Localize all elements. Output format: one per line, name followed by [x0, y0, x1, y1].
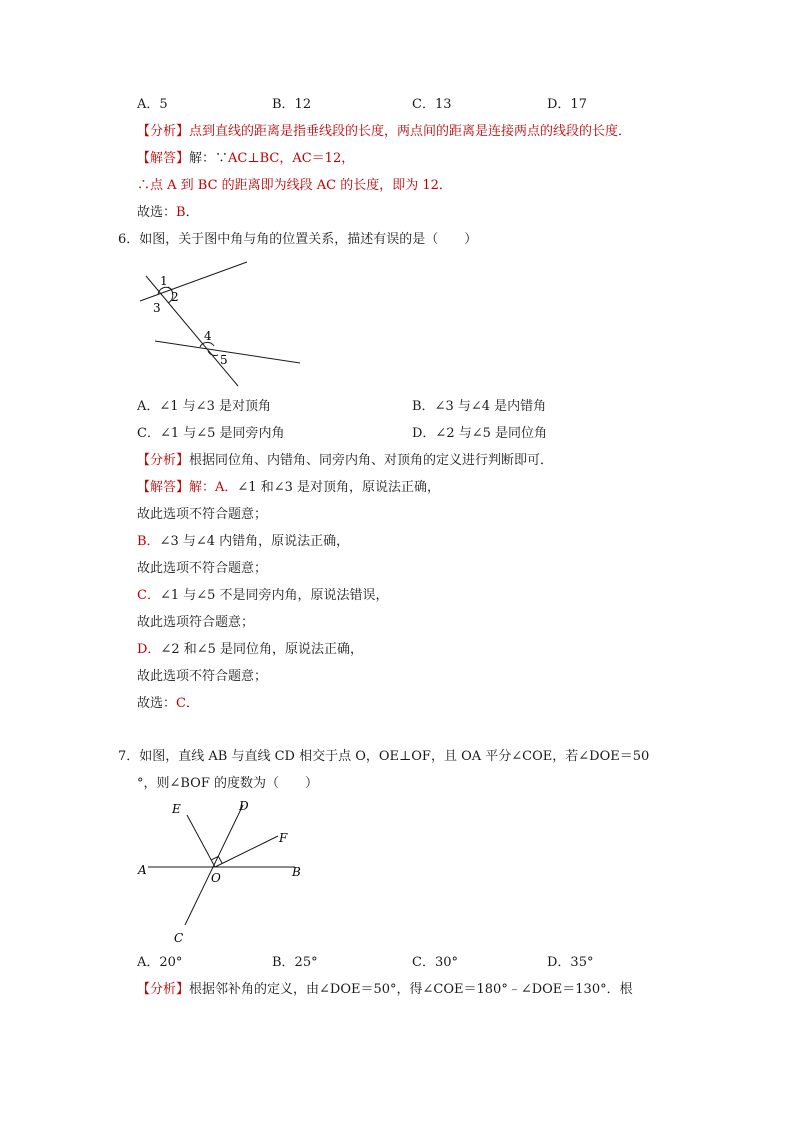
q6-line-top: [140, 262, 247, 301]
q7-figure: [130, 795, 315, 950]
q6-solution-line-3: [137, 533, 349, 551]
q6-solution-text-1: ∠1 和∠3 是对顶角，原说法正确，: [237, 480, 440, 495]
q7-analysis-tag: 【分析】: [137, 982, 190, 997]
q5-solution-tag: 【解答】: [137, 151, 190, 166]
q5-analysis-text: 点到直线的距离是指垂线段的长度，两点间的距离是连接两点的线段的长度．: [189, 124, 632, 139]
q6-label-3: 3: [153, 301, 161, 315]
q6-answer-prefix: 故选：: [137, 696, 177, 711]
q6-solution-line-2: 故此选项不符合题意；: [137, 507, 268, 522]
q5-answer-prefix: 故选：: [137, 205, 177, 220]
q5-analysis: [137, 123, 631, 141]
q7-label-b: B: [292, 865, 301, 879]
q7-label-c: C: [174, 931, 184, 945]
q6-solution-line-1: [137, 479, 440, 497]
q6-solution-tag: 【解答】: [137, 480, 190, 495]
q6-solution-head-7: D．: [137, 642, 161, 657]
q7-stem-line-2: °，则∠BOF 的度数为（ ）: [137, 776, 318, 791]
q5-option-a: A．5: [137, 97, 168, 112]
q6-label-2: 2: [171, 290, 179, 304]
q6-label-1: 1: [160, 274, 168, 288]
q6-answer: [137, 695, 199, 713]
q6-option-a: A．∠1 与∠3 是对顶角: [137, 399, 271, 414]
q7-analysis: [137, 981, 633, 999]
q6-label-4: 4: [204, 329, 212, 343]
q7-label-o: O: [211, 871, 221, 885]
q6-answer-value: C: [176, 696, 186, 711]
q7-label-f: F: [279, 831, 288, 845]
q6-solution-head-5: C．: [137, 588, 160, 603]
q5-solution-text-b: AC⊥BC，AC＝12，: [228, 151, 355, 166]
q5-solution-line-1: [137, 150, 354, 168]
q5-answer-value: B: [176, 205, 186, 220]
q5-option-b: B．12: [272, 97, 312, 112]
q6-analysis: [137, 452, 553, 470]
q6-solution-head-3: B．: [137, 534, 160, 549]
q6-solution-line-5: [137, 587, 389, 605]
q7-label-a: A: [138, 863, 147, 877]
q6-solution-line-6: 故此选项符合题意；: [137, 615, 255, 630]
q7-option-d: D．35°: [547, 955, 594, 970]
q6-solution-text-3: ∠3 与∠4 内错角，原说法正确，: [159, 534, 350, 549]
q6-solution-line-8: 故此选项不符合题意；: [137, 669, 268, 684]
q6-answer-suffix: ．: [185, 696, 199, 711]
q5-option-c: C．13: [412, 97, 452, 112]
q6-transversal: [146, 276, 238, 386]
q7-option-c: C．30°: [412, 955, 458, 970]
q7-ray-oe: [187, 815, 215, 867]
q7-label-e: E: [172, 802, 181, 816]
q6-option-b: B．∠3 与∠4 是内错角: [412, 399, 547, 414]
q7-option-b: B．25°: [272, 955, 318, 970]
q6-solution-text-7: ∠2 和∠5 是同位角，原说法正确，: [160, 642, 364, 657]
q6-analysis-tag: 【分析】: [137, 453, 190, 468]
q5-solution-line-2: ∴点 A 到 BC 的距离即为线段 AC 的长度，即为 12．: [137, 178, 452, 193]
q7-option-a: A．20°: [137, 955, 183, 970]
q7-label-d: D: [239, 799, 249, 813]
q7-ray-of: [215, 836, 278, 867]
q6-label-5: 5: [220, 353, 228, 367]
q6-solution-line-7: [137, 641, 363, 659]
q6-option-d: D．∠2 与∠5 是同位角: [412, 426, 548, 441]
q5-answer: [137, 204, 199, 222]
q6-figure: [130, 255, 310, 390]
q6-stem: 6．如图，关于图中角与角的位置关系，描述有误的是（ ）: [118, 232, 478, 247]
q5-analysis-tag: 【分析】: [137, 124, 190, 139]
q6-solution-head-1: 解：A．: [189, 480, 238, 495]
q7-stem-line-1: 7．如图，直线 AB 与直线 CD 相交于点 O，OE⊥OF，且 OA 平分∠COE，若∠DOE＝50: [118, 749, 650, 764]
q6-solution-line-4: 故此选项不符合题意；: [137, 561, 268, 576]
q5-solution-text-a: 解：∵: [189, 151, 229, 166]
q6-analysis-text: 根据同位角、内错角、同旁内角、对顶角的定义进行判断即可．: [189, 453, 554, 468]
q7-analysis-text: 根据邻补角的定义，由∠DOE＝50°，得∠COE＝180°﹣∠DOE＝130°．根: [189, 982, 633, 997]
q6-option-c: C．∠1 与∠5 是同旁内角: [137, 426, 285, 441]
q6-solution-text-5: ∠1 与∠5 不是同旁内角，原说法错误，: [159, 588, 389, 603]
q5-answer-suffix: ．: [185, 205, 199, 220]
q5-option-d: D．17: [547, 97, 587, 112]
